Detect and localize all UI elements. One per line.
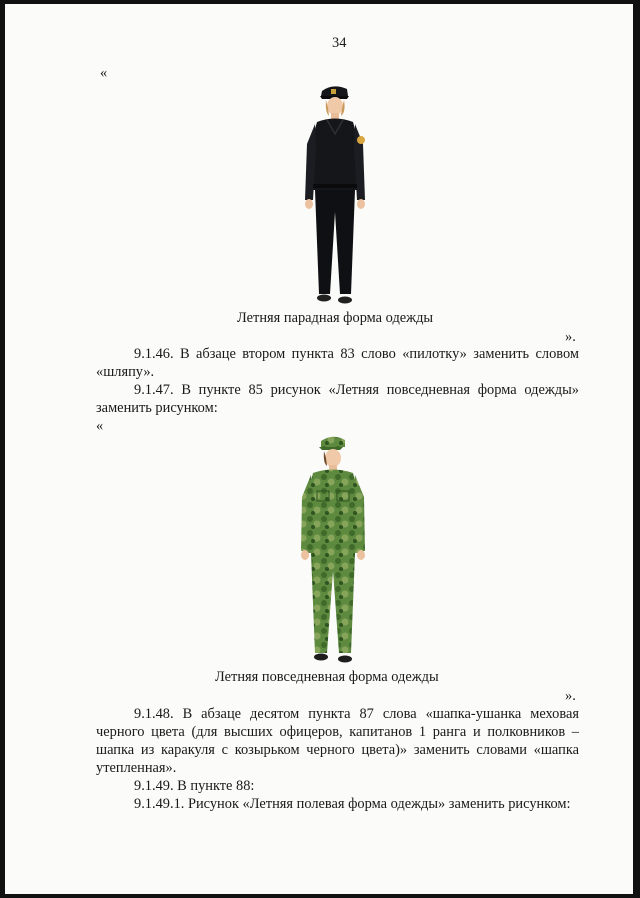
- paragraph-9-1-46-line-2: «шляпу».: [96, 364, 155, 380]
- open-quote-1: «: [100, 65, 108, 81]
- page-number: 34: [332, 35, 347, 51]
- paragraph-9-1-48-line-4: утепленная».: [96, 760, 177, 776]
- figure-casual-uniform: [293, 431, 373, 669]
- open-quote-2: «: [96, 418, 104, 434]
- paragraph-9-1-48-line-3: шапка из каракуля с козырьком черного цвета)» заменить словами «шапка: [96, 742, 579, 758]
- figure-caption-1: Летняя парадная форма одежды: [237, 310, 434, 326]
- paragraph-9-1-49: 9.1.49. В пункте 88:: [134, 778, 255, 794]
- close-quote-2: ».: [565, 688, 576, 704]
- figure-caption-2: Летняя повседневная форма одежды: [215, 669, 439, 685]
- paragraph-9-1-48-line-1: 9.1.48. В абзаце десятом пункта 87 слова «шапка-ушанка меховая: [134, 706, 579, 722]
- paragraph-9-1-48-line-2: черного цвета (для высших офицеров, капитанов 1 ранга и полковников –: [96, 724, 579, 740]
- paragraph-9-1-47-line-1: 9.1.47. В пункте 85 рисунок «Летняя повседневная форма одежды»: [134, 382, 579, 398]
- paragraph-9-1-47-line-2: заменить рисунком:: [96, 400, 218, 416]
- figure-parade-uniform: [295, 82, 375, 310]
- paragraph-9-1-49-1: 9.1.49.1. Рисунок «Летняя полевая форма одежды» заменить рисунком:: [134, 796, 571, 812]
- paragraph-9-1-46-line-1: 9.1.46. В абзаце втором пункта 83 слово «пилотку» заменить словом: [134, 346, 579, 362]
- close-quote-1: ».: [565, 329, 576, 345]
- document-page: [5, 4, 633, 894]
